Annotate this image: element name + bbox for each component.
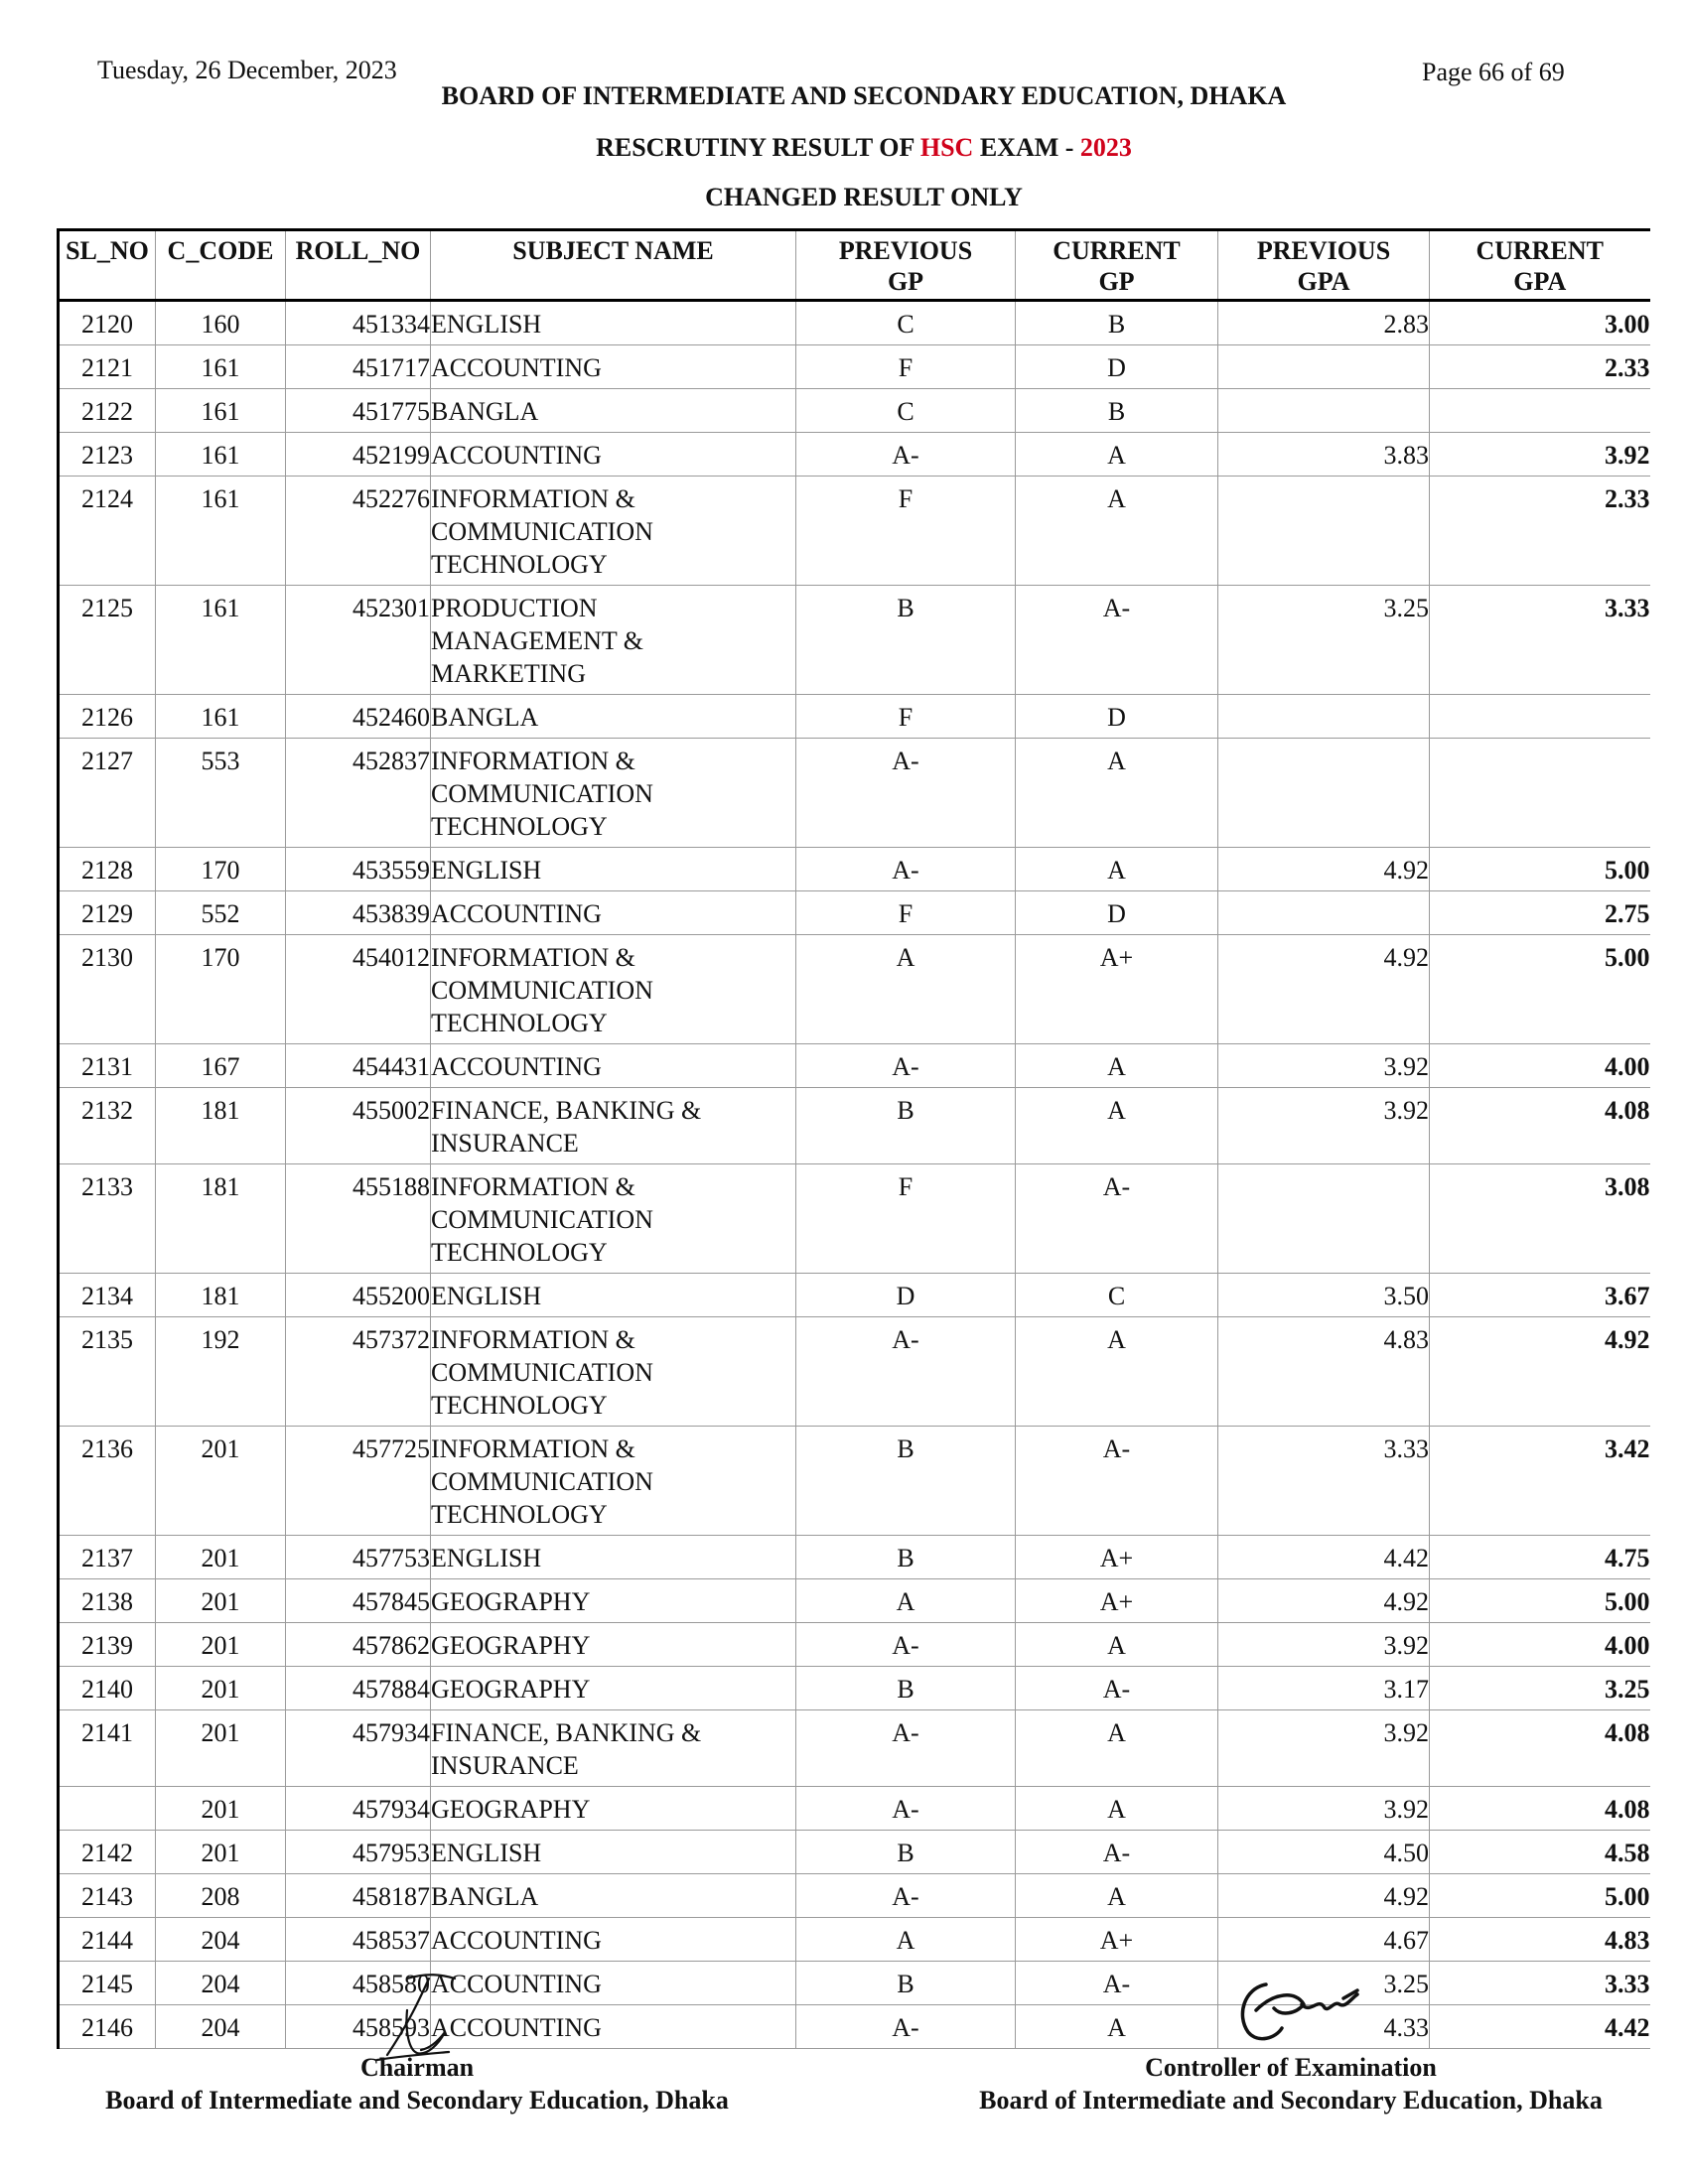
- cell-pgpa: [1218, 477, 1430, 586]
- cell-pgpa: 4.92: [1218, 1579, 1430, 1623]
- cell-cgpa: 2.33: [1430, 345, 1650, 389]
- cell-cgpa: 4.00: [1430, 1044, 1650, 1088]
- table-row: [59, 848, 1650, 891]
- cell-sl: 2129: [59, 891, 156, 935]
- cell-pgpa: [1218, 345, 1430, 389]
- cell-subj: GEOGRAPHY: [431, 1787, 796, 1831]
- table-row: [59, 433, 1650, 477]
- table-row: [59, 1787, 1650, 1831]
- cell-cgp: A: [1016, 1317, 1218, 1427]
- cell-sl: 2133: [59, 1164, 156, 1274]
- cell-roll: 455188: [286, 1164, 431, 1274]
- cell-pgp: A-: [796, 1044, 1016, 1088]
- cell-cgpa: [1430, 739, 1650, 848]
- cell-sl: 2144: [59, 1918, 156, 1962]
- cell-cgpa: 3.42: [1430, 1427, 1650, 1536]
- cell-sl: [59, 1787, 156, 1831]
- cell-sl: 2131: [59, 1044, 156, 1088]
- cell-pgpa: [1218, 739, 1430, 848]
- cell-roll: 455200: [286, 1274, 431, 1317]
- cell-sl: 2128: [59, 848, 156, 891]
- cell-cgpa: 4.08: [1430, 1710, 1650, 1787]
- cell-sl: 2140: [59, 1667, 156, 1710]
- cell-cgp: A-: [1016, 1427, 1218, 1536]
- cell-pgp: C: [796, 301, 1016, 345]
- cell-cgpa: 3.92: [1430, 433, 1650, 477]
- cell-pgp: F: [796, 695, 1016, 739]
- column-header-sl: SL_NO: [59, 230, 156, 301]
- cell-cgpa: 3.08: [1430, 1164, 1650, 1274]
- cell-subj: PRODUCTION MANAGEMENT & MARKETING: [431, 586, 796, 695]
- cell-sl: 2121: [59, 345, 156, 389]
- table-row: [59, 389, 1650, 433]
- cell-cgp: D: [1016, 695, 1218, 739]
- cell-cgp: A+: [1016, 1536, 1218, 1579]
- cell-pgp: F: [796, 477, 1016, 586]
- cell-pgp: A: [796, 935, 1016, 1044]
- table-header-row: [59, 230, 1650, 301]
- cell-roll: 451775: [286, 389, 431, 433]
- cell-cgpa: 4.00: [1430, 1623, 1650, 1667]
- cell-sl: 2138: [59, 1579, 156, 1623]
- table-row: [59, 477, 1650, 586]
- cell-code: 201: [156, 1831, 286, 1874]
- cell-sl: 2146: [59, 2005, 156, 2049]
- table-row: [59, 1536, 1650, 1579]
- cell-roll: 454012: [286, 935, 431, 1044]
- cell-code: 201: [156, 1787, 286, 1831]
- result-subtitle: [0, 133, 1688, 163]
- cell-code: 181: [156, 1164, 286, 1274]
- cell-subj: GEOGRAPHY: [431, 1667, 796, 1710]
- table-row: [59, 739, 1650, 848]
- column-header-pgp: PREVIOUS GP: [796, 230, 1016, 301]
- cell-roll: 457934: [286, 1710, 431, 1787]
- cell-cgp: B: [1016, 301, 1218, 345]
- cell-subj: ACCOUNTING: [431, 891, 796, 935]
- cell-code: 201: [156, 1427, 286, 1536]
- cell-sl: 2145: [59, 1962, 156, 2005]
- cell-cgpa: 3.33: [1430, 1962, 1650, 2005]
- chairman-title: Chairman: [359, 2053, 475, 2082]
- cell-sl: 2136: [59, 1427, 156, 1536]
- cell-subj: BANGLA: [431, 695, 796, 739]
- cell-cgpa: 4.42: [1430, 2005, 1650, 2049]
- cell-code: 204: [156, 1918, 286, 1962]
- table-row: [59, 695, 1650, 739]
- cell-roll: 457845: [286, 1579, 431, 1623]
- cell-subj: ENGLISH: [431, 301, 796, 345]
- cell-subj: INFORMATION & COMMUNICATION TECHNOLOGY: [431, 935, 796, 1044]
- cell-pgpa: [1218, 1164, 1430, 1274]
- cell-cgp: A: [1016, 848, 1218, 891]
- cell-sl: 2134: [59, 1274, 156, 1317]
- cell-pgpa: 3.92: [1218, 1710, 1430, 1787]
- chairman-org: Board of Intermediate and Secondary Education, Dhaka: [105, 2086, 729, 2115]
- cell-pgpa: 3.25: [1218, 586, 1430, 695]
- subtitle-prefix: RESCRUTINY RESULT OF: [596, 133, 920, 162]
- cell-sl: 2124: [59, 477, 156, 586]
- cell-pgp: B: [796, 1831, 1016, 1874]
- cell-roll: 457753: [286, 1536, 431, 1579]
- table-row: [59, 935, 1650, 1044]
- cell-roll: 452837: [286, 739, 431, 848]
- cell-pgpa: 3.92: [1218, 1088, 1430, 1164]
- cell-roll: 452199: [286, 433, 431, 477]
- cell-subj: INFORMATION & COMMUNICATION TECHNOLOGY: [431, 477, 796, 586]
- cell-pgpa: 4.33: [1218, 2005, 1430, 2049]
- cell-cgpa: 2.33: [1430, 477, 1650, 586]
- cell-cgpa: 4.08: [1430, 1787, 1650, 1831]
- cell-cgp: A-: [1016, 586, 1218, 695]
- cell-subj: GEOGRAPHY: [431, 1623, 796, 1667]
- cell-subj: ENGLISH: [431, 1831, 796, 1874]
- cell-pgpa: 4.92: [1218, 1874, 1430, 1918]
- cell-code: 552: [156, 891, 286, 935]
- cell-code: 201: [156, 1623, 286, 1667]
- table-row: [59, 1623, 1650, 1667]
- cell-pgpa: [1218, 389, 1430, 433]
- page-number: Page 66 of 69: [1422, 58, 1565, 86]
- cell-pgpa: 4.50: [1218, 1831, 1430, 1874]
- cell-roll: 453839: [286, 891, 431, 935]
- cell-cgp: A: [1016, 1623, 1218, 1667]
- cell-code: 204: [156, 1962, 286, 2005]
- cell-pgpa: 2.83: [1218, 301, 1430, 345]
- cell-subj: ACCOUNTING: [431, 1962, 796, 2005]
- cell-code: 170: [156, 848, 286, 891]
- cell-roll: 451717: [286, 345, 431, 389]
- table-row: [59, 586, 1650, 695]
- cell-subj: BANGLA: [431, 1874, 796, 1918]
- chairman-block: [60, 2051, 774, 2116]
- controller-block: [933, 2051, 1648, 2116]
- cell-subj: FINANCE, BANKING & INSURANCE: [431, 1088, 796, 1164]
- cell-cgpa: 3.00: [1430, 301, 1650, 345]
- cell-cgpa: 5.00: [1430, 1874, 1650, 1918]
- cell-code: 170: [156, 935, 286, 1044]
- controller-title: Controller of Examination: [1145, 2053, 1437, 2082]
- cell-cgpa: 3.25: [1430, 1667, 1650, 1710]
- cell-code: 201: [156, 1710, 286, 1787]
- table-row: [59, 2005, 1650, 2049]
- cell-code: 201: [156, 1667, 286, 1710]
- cell-sl: 2127: [59, 739, 156, 848]
- cell-cgp: A-: [1016, 1962, 1218, 2005]
- cell-cgp: A: [1016, 2005, 1218, 2049]
- cell-sl: 2120: [59, 301, 156, 345]
- cell-cgpa: 5.00: [1430, 848, 1650, 891]
- cell-roll: 457372: [286, 1317, 431, 1427]
- cell-subj: ACCOUNTING: [431, 1044, 796, 1088]
- cell-pgp: A-: [796, 739, 1016, 848]
- table-row: [59, 345, 1650, 389]
- cell-pgp: A-: [796, 848, 1016, 891]
- table-row: [59, 1874, 1650, 1918]
- cell-cgp: A: [1016, 477, 1218, 586]
- cell-roll: 452460: [286, 695, 431, 739]
- cell-code: 181: [156, 1274, 286, 1317]
- column-header-cgpa: CURRENT GPA: [1430, 230, 1650, 301]
- cell-pgp: C: [796, 389, 1016, 433]
- cell-roll: 455002: [286, 1088, 431, 1164]
- cell-roll: 457953: [286, 1831, 431, 1874]
- cell-sl: 2141: [59, 1710, 156, 1787]
- cell-subj: INFORMATION & COMMUNICATION TECHNOLOGY: [431, 1164, 796, 1274]
- cell-cgp: B: [1016, 389, 1218, 433]
- table-row: [59, 1164, 1650, 1274]
- table-row: [59, 1962, 1650, 2005]
- cell-pgpa: 3.33: [1218, 1427, 1430, 1536]
- cell-pgpa: 4.67: [1218, 1918, 1430, 1962]
- cell-pgpa: 3.92: [1218, 1044, 1430, 1088]
- cell-code: 201: [156, 1536, 286, 1579]
- cell-roll: 452301: [286, 586, 431, 695]
- cell-cgpa: 4.58: [1430, 1831, 1650, 1874]
- cell-pgp: B: [796, 1088, 1016, 1164]
- cell-pgpa: 3.25: [1218, 1962, 1430, 2005]
- cell-roll: 451334: [286, 301, 431, 345]
- cell-code: 192: [156, 1317, 286, 1427]
- cell-cgp: A-: [1016, 1831, 1218, 1874]
- cell-sl: 2143: [59, 1874, 156, 1918]
- cell-code: 161: [156, 586, 286, 695]
- cell-pgpa: 4.42: [1218, 1536, 1430, 1579]
- cell-sl: 2123: [59, 433, 156, 477]
- cell-cgp: C: [1016, 1274, 1218, 1317]
- cell-cgp: A: [1016, 739, 1218, 848]
- cell-pgpa: 3.92: [1218, 1623, 1430, 1667]
- cell-cgp: A: [1016, 1787, 1218, 1831]
- cell-cgpa: 5.00: [1430, 935, 1650, 1044]
- cell-subj: INFORMATION & COMMUNICATION TECHNOLOGY: [431, 1427, 796, 1536]
- cell-pgp: A-: [796, 1874, 1016, 1918]
- cell-pgpa: 3.83: [1218, 433, 1430, 477]
- cell-cgpa: 3.67: [1430, 1274, 1650, 1317]
- table-row: [59, 1579, 1650, 1623]
- cell-roll: 457862: [286, 1623, 431, 1667]
- cell-subj: ACCOUNTING: [431, 1918, 796, 1962]
- table-row: [59, 891, 1650, 935]
- cell-subj: ENGLISH: [431, 1274, 796, 1317]
- cell-cgp: A: [1016, 1088, 1218, 1164]
- table-row: [59, 1710, 1650, 1787]
- cell-pgpa: 4.92: [1218, 935, 1430, 1044]
- board-title: BOARD OF INTERMEDIATE AND SECONDARY EDUCATION, DHAKA: [441, 81, 1287, 110]
- cell-code: 160: [156, 301, 286, 345]
- results-table: [57, 228, 1650, 2049]
- cell-code: 201: [156, 1579, 286, 1623]
- cell-subj: ACCOUNTING: [431, 433, 796, 477]
- cell-pgpa: 3.50: [1218, 1274, 1430, 1317]
- cell-pgp: B: [796, 1667, 1016, 1710]
- cell-sl: 2135: [59, 1317, 156, 1427]
- cell-pgpa: [1218, 695, 1430, 739]
- table-row: [59, 1427, 1650, 1536]
- cell-sl: 2125: [59, 586, 156, 695]
- cell-cgpa: [1430, 389, 1650, 433]
- cell-roll: 458537: [286, 1918, 431, 1962]
- cell-code: 181: [156, 1088, 286, 1164]
- cell-code: 161: [156, 345, 286, 389]
- print-date: Tuesday, 26 December, 2023: [97, 56, 397, 84]
- cell-pgp: B: [796, 1536, 1016, 1579]
- cell-roll: 457725: [286, 1427, 431, 1536]
- table-row: [59, 1044, 1650, 1088]
- cell-pgp: F: [796, 345, 1016, 389]
- cell-cgpa: 4.75: [1430, 1536, 1650, 1579]
- cell-subj: INFORMATION & COMMUNICATION TECHNOLOGY: [431, 739, 796, 848]
- table-row: [59, 1831, 1650, 1874]
- cell-cgp: A-: [1016, 1164, 1218, 1274]
- cell-pgpa: 3.92: [1218, 1787, 1430, 1831]
- cell-cgpa: [1430, 695, 1650, 739]
- cell-cgp: A+: [1016, 1918, 1218, 1962]
- cell-pgp: B: [796, 1427, 1016, 1536]
- cell-sl: 2126: [59, 695, 156, 739]
- exam-name: HSC: [919, 133, 974, 162]
- cell-cgpa: 2.75: [1430, 891, 1650, 935]
- cell-roll: 457884: [286, 1667, 431, 1710]
- cell-subj: BANGLA: [431, 389, 796, 433]
- cell-cgp: A: [1016, 1044, 1218, 1088]
- cell-subj: ENGLISH: [431, 1536, 796, 1579]
- cell-pgp: A: [796, 1579, 1016, 1623]
- column-header-cgp: CURRENT GP: [1016, 230, 1218, 301]
- cell-roll: 454431: [286, 1044, 431, 1088]
- cell-pgpa: 4.92: [1218, 848, 1430, 891]
- table-row: [59, 1667, 1650, 1710]
- cell-subj: FINANCE, BANKING & INSURANCE: [431, 1710, 796, 1787]
- cell-pgp: B: [796, 586, 1016, 695]
- cell-cgp: A: [1016, 1874, 1218, 1918]
- cell-sl: 2137: [59, 1536, 156, 1579]
- cell-sl: 2132: [59, 1088, 156, 1164]
- cell-subj: GEOGRAPHY: [431, 1579, 796, 1623]
- cell-pgp: A-: [796, 1710, 1016, 1787]
- cell-roll: 452276: [286, 477, 431, 586]
- cell-cgpa: 5.00: [1430, 1579, 1650, 1623]
- cell-code: 208: [156, 1874, 286, 1918]
- table-row: [59, 1088, 1650, 1164]
- cell-roll: 458580: [286, 1962, 431, 2005]
- cell-cgp: A: [1016, 1710, 1218, 1787]
- cell-code: 161: [156, 695, 286, 739]
- cell-subj: ENGLISH: [431, 848, 796, 891]
- cell-cgp: A-: [1016, 1667, 1218, 1710]
- cell-pgp: D: [796, 1274, 1016, 1317]
- changed-note: CHANGED RESULT ONLY: [705, 183, 1023, 211]
- column-header-roll: ROLL_NO: [286, 230, 431, 301]
- cell-roll: 458187: [286, 1874, 431, 1918]
- exam-year: 2023: [1079, 133, 1132, 162]
- table-row: [59, 1274, 1650, 1317]
- cell-pgpa: 4.83: [1218, 1317, 1430, 1427]
- cell-cgp: D: [1016, 345, 1218, 389]
- cell-cgpa: 4.92: [1430, 1317, 1650, 1427]
- column-header-subj: SUBJECT NAME: [431, 230, 796, 301]
- column-header-code: C_CODE: [156, 230, 286, 301]
- cell-pgp: F: [796, 1164, 1016, 1274]
- cell-code: 553: [156, 739, 286, 848]
- column-header-pgpa: PREVIOUS GPA: [1218, 230, 1430, 301]
- cell-sl: 2130: [59, 935, 156, 1044]
- cell-code: 167: [156, 1044, 286, 1088]
- cell-roll: 453559: [286, 848, 431, 891]
- cell-cgpa: 3.33: [1430, 586, 1650, 695]
- cell-roll: 458593: [286, 2005, 431, 2049]
- cell-subj: ACCOUNTING: [431, 345, 796, 389]
- cell-roll: 457934: [286, 1787, 431, 1831]
- table-row: [59, 1317, 1650, 1427]
- cell-cgp: A+: [1016, 1579, 1218, 1623]
- cell-cgp: D: [1016, 891, 1218, 935]
- cell-pgpa: [1218, 891, 1430, 935]
- cell-sl: 2139: [59, 1623, 156, 1667]
- cell-subj: INFORMATION & COMMUNICATION TECHNOLOGY: [431, 1317, 796, 1427]
- cell-pgp: A-: [796, 1623, 1016, 1667]
- cell-code: 161: [156, 477, 286, 586]
- table-row: [59, 301, 1650, 345]
- cell-code: 161: [156, 389, 286, 433]
- cell-cgp: A: [1016, 433, 1218, 477]
- cell-cgpa: 4.08: [1430, 1088, 1650, 1164]
- cell-pgp: A-: [796, 1317, 1016, 1427]
- cell-code: 204: [156, 2005, 286, 2049]
- subtitle-mid: EXAM -: [973, 133, 1080, 162]
- cell-sl: 2122: [59, 389, 156, 433]
- cell-cgp: A+: [1016, 935, 1218, 1044]
- cell-subj: ACCOUNTING: [431, 2005, 796, 2049]
- controller-org: Board of Intermediate and Secondary Education, Dhaka: [979, 2086, 1603, 2115]
- table-row: [59, 1918, 1650, 1962]
- cell-pgp: A-: [796, 433, 1016, 477]
- cell-cgpa: 4.83: [1430, 1918, 1650, 1962]
- controller-signature: [1226, 1971, 1375, 2050]
- cell-pgp: B: [796, 1962, 1016, 2005]
- cell-pgp: A-: [796, 2005, 1016, 2049]
- cell-pgp: A-: [796, 1787, 1016, 1831]
- cell-code: 161: [156, 433, 286, 477]
- cell-pgp: F: [796, 891, 1016, 935]
- cell-sl: 2142: [59, 1831, 156, 1874]
- cell-pgpa: 3.17: [1218, 1667, 1430, 1710]
- cell-pgp: A: [796, 1918, 1016, 1962]
